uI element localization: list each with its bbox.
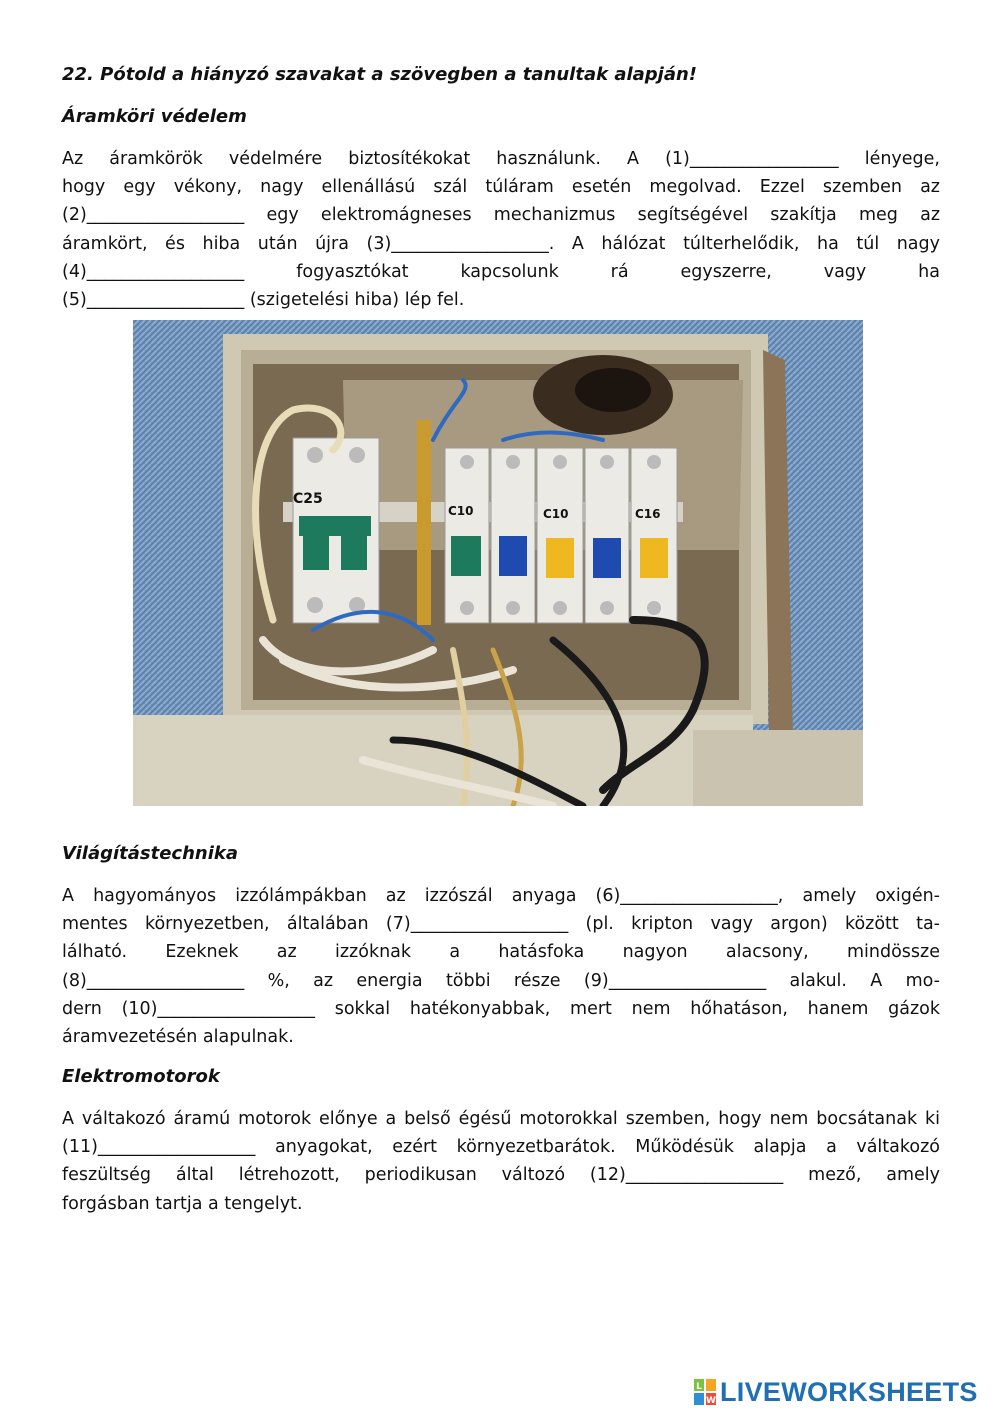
task-title: 22. Pótold a hiányzó szavakat a szövegben a tanultak alapján! — [62, 64, 698, 85]
paragraph-circuit-protection — [62, 145, 940, 314]
breaker-blue-2 — [585, 448, 629, 623]
text-line: A váltakozó áramú motorok előnye a belső égésű motorokkal szemben, hogy nem bocsátanak ki — [62, 1109, 940, 1129]
text-line: lálható. Ezeknek az izzóknak a hatásfoka nagyon alacsony, mindössze — [62, 942, 940, 963]
text-line: mentes környezetben, általában (7)__________________ (pl. kripton vagy argon) között ta- — [62, 914, 940, 935]
svg-text:L: L — [696, 1382, 702, 1392]
breaker-blue-1 — [491, 448, 535, 623]
terminal-block — [417, 420, 431, 625]
text-line: (2)__________________ egy elektromágneses mechanizmus segítségével szakítja meg az — [62, 205, 940, 226]
breaker-label: C10 — [543, 507, 569, 521]
text-line: (5)__________________ (szigetelési hiba) lép fel. — [62, 289, 465, 310]
svg-text:W: W — [706, 1396, 716, 1405]
breaker-label: C25 — [293, 491, 323, 507]
section-heading-electric-motors: Elektromotorok — [62, 1066, 220, 1087]
text-line: áramkört, és hiba után újra (3)__________________. A hálózat túlterhelődik, ha túl nagy — [62, 233, 940, 254]
breaker-label: C10 — [448, 504, 474, 518]
text-line: hogy egy vékony, nagy ellenállású szál túláram esetén megolvad. Ezzel szemben az — [62, 177, 940, 198]
text-line: feszültség által létrehozott, periodikusan változó (12)__________________ mező, amely — [62, 1165, 940, 1186]
paragraph-lighting — [62, 882, 940, 1051]
section-heading-lighting: Világítástechnika — [62, 843, 239, 864]
liveworksheets-logo-icon — [694, 1379, 718, 1405]
breaker-c25 — [293, 438, 379, 623]
breaker-label: C16 — [635, 507, 661, 521]
breaker-c16-yellow — [631, 448, 677, 623]
fuse-box-photo — [133, 320, 863, 806]
text-line: áramvezetésén alapulnak. — [62, 1026, 294, 1047]
text-line: A hagyományos izzólámpákban az izzószál anyaga (6)__________________, amely oxigén- — [62, 886, 940, 906]
breaker-c10-green — [445, 448, 489, 623]
text-line: (11)__________________ anyagokat, ezért környezetbarátok. Működésük alapja a váltakozó — [62, 1137, 940, 1158]
paragraph-electric-motors — [62, 1105, 940, 1218]
text-line: Az áramkörök védelmére biztosítékokat használunk. A (1)_________________ lényege, — [62, 149, 940, 169]
logo-text: LIVEWORKSHEETS — [720, 1376, 978, 1407]
text-line: (8)__________________ %, az energia többi része (9)__________________ alakul. A mo- — [62, 970, 940, 991]
text-line: dern (10)__________________ sokkal hatékonyabbak, mert nem hőhatáson, hanem gázok — [62, 998, 940, 1019]
liveworksheets-logo — [694, 1377, 978, 1407]
text-line: forgásban tartja a tengelyt. — [62, 1193, 303, 1214]
text-line: (4)__________________ fogyasztókat kapcsolunk rá egyszerre, vagy ha — [62, 261, 940, 282]
breaker-c10-yellow — [537, 448, 583, 623]
section-heading-circuit-protection: Áramköri védelem — [62, 106, 247, 127]
